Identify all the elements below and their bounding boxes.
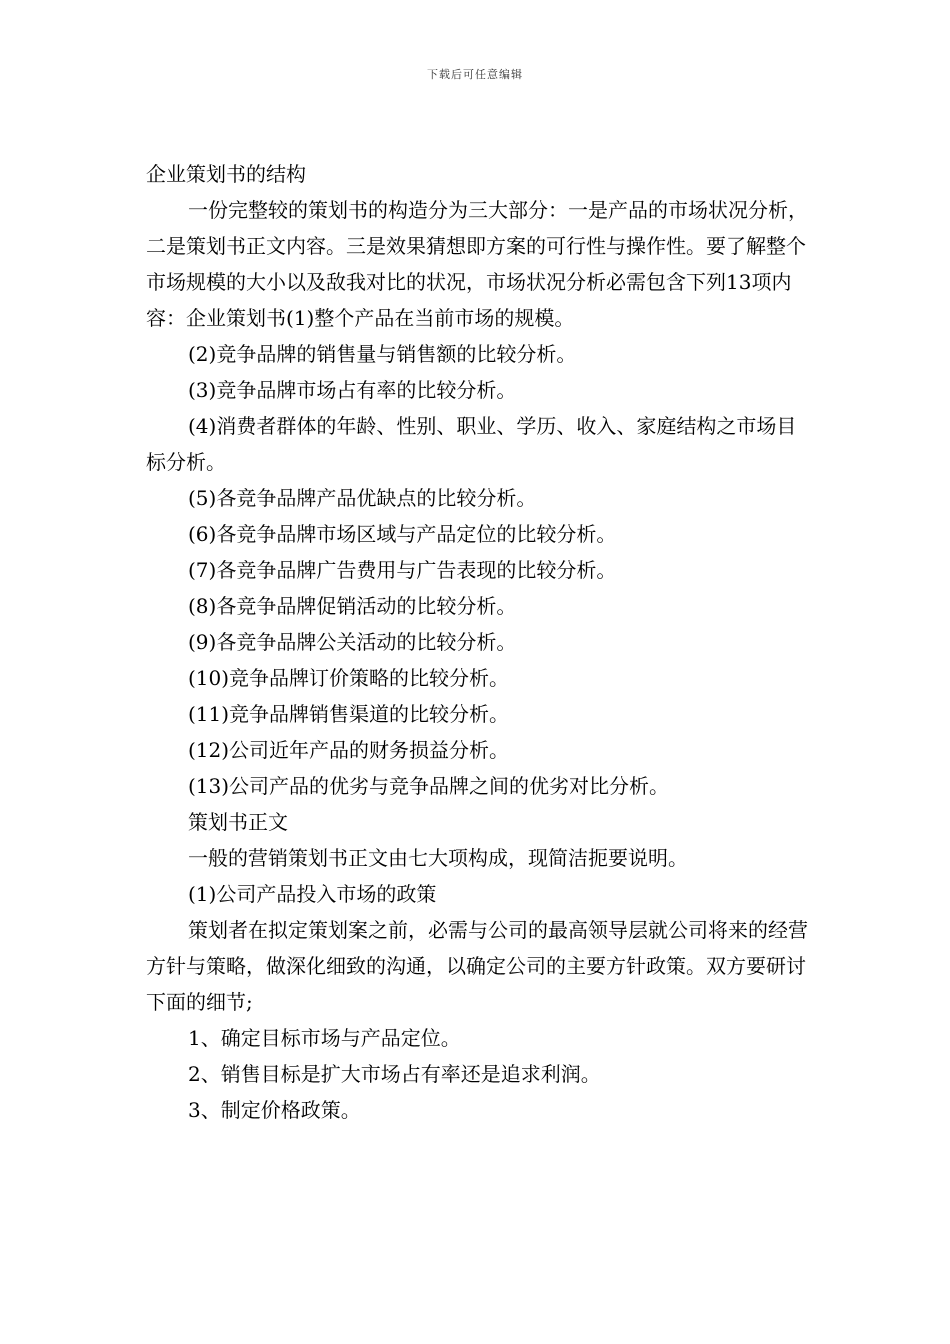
section-intro: 一般的营销策划书正文由七大项构成，现简洁扼要说明。 [188, 846, 688, 870]
list-item: 1、确定目标市场与产品定位。 [188, 1026, 461, 1050]
list-item: (5)各竞争品牌产品优缺点的比较分析。 [188, 486, 537, 510]
list-item: (13)公司产品的优劣与竞争品牌之间的优劣对比分析。 [188, 774, 670, 798]
page-header: 下载后可任意编辑 [427, 68, 523, 81]
list-item: 2、销售目标是扩大市场占有率还是追求利润。 [188, 1062, 601, 1086]
document-body [146, 156, 810, 1128]
list-item: (6)各竞争品牌市场区域与产品定位的比较分析。 [188, 522, 617, 546]
subsection-title: (1)公司产品投入市场的政策 [188, 882, 437, 906]
section-title: 策划书正文 [188, 810, 288, 834]
list-item: (9)各竞争品牌公关活动的比较分析。 [188, 630, 517, 654]
list-item: 3、制定价格政策。 [188, 1098, 361, 1122]
list-item: (12)公司近年产品的财务损益分析。 [188, 738, 510, 762]
list-item: (11)竞争品牌销售渠道的比较分析。 [188, 702, 510, 726]
list-item: (10)竞争品牌订价策略的比较分析。 [188, 666, 510, 690]
intro-paragraph: 一份完整较的策划书的构造分为三大部分：一是产品的市场状况分析，二是策划书正文内容。三是效果猜想即方案的可行性与操作性。要了解整个市场规模的大小以及敌我对比的状况，市场状况分析必需包含下列13项内容：企业策划书(1)整个产品在当前市场的规模。 [146, 198, 808, 330]
list-item: (2)竞争品牌的销售量与销售额的比较分析。 [188, 342, 577, 366]
list-item: (3)竞争品牌市场占有率的比较分析。 [188, 378, 517, 402]
subsection-body: 策划者在拟定策划案之前，必需与公司的最高领导层就公司将来的经营方针与策略，做深化细致的沟通，以确定公司的主要方针政策。双方要研讨下面的细节; [146, 918, 808, 1014]
list-item: (4)消费者群体的年龄、性别、职业、学历、收入、家庭结构之市场目标分析。 [146, 414, 797, 474]
list-item: (8)各竞争品牌促销活动的比较分析。 [188, 594, 517, 618]
document-title: 企业策划书的结构 [146, 162, 306, 186]
list-item: (7)各竞争品牌广告费用与广告表现的比较分析。 [188, 558, 617, 582]
